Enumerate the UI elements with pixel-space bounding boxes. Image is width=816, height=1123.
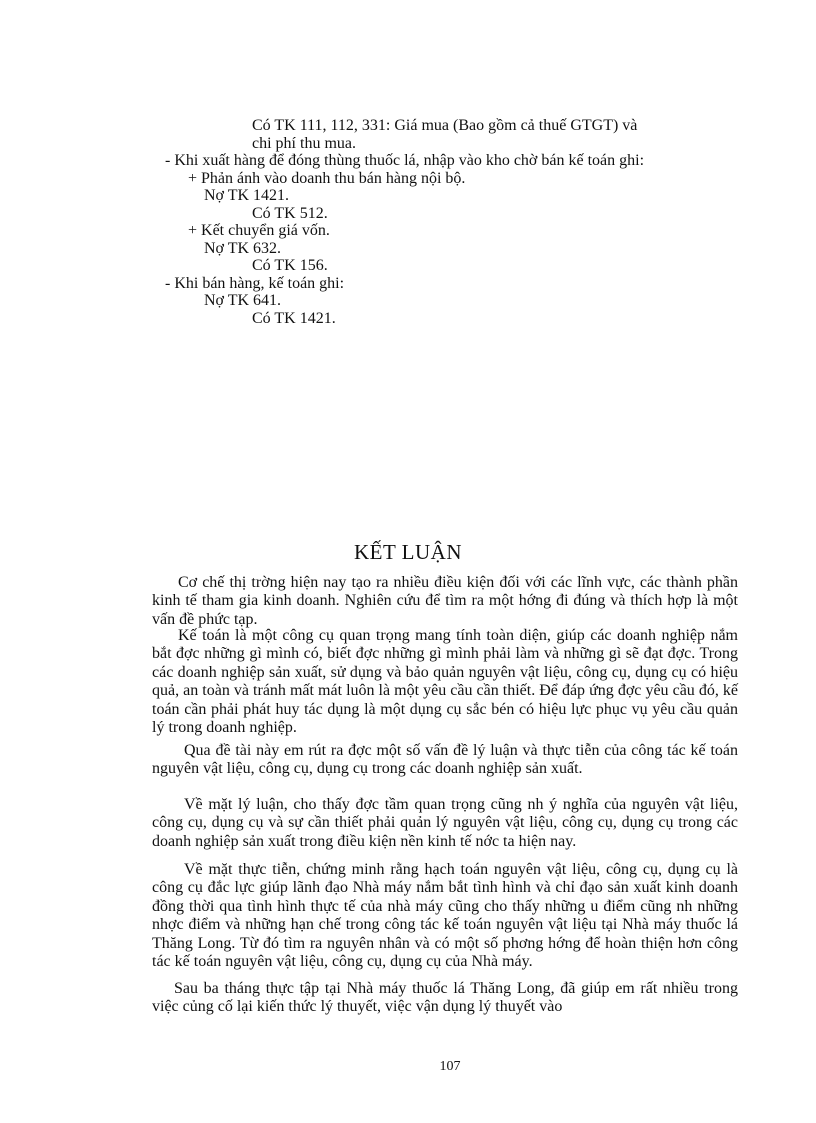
paragraph-3: Qua đề tài này em rút ra đợc một số vấn đề lý luận và thực tiễn của công tác kế toán nguyên vật liệu, công cụ, dụng cụ trong các doanh nghiệp sản xuất. (152, 742, 738, 778)
entry-line-12: Có TK 1421. (252, 310, 336, 327)
entry-line-7: + Kết chuyển giá vốn. (188, 222, 330, 239)
paragraph-2: Kế toán là một công cụ quan trọng mang tính toàn diện, giúp các doanh nghiệp nắm bắt đợc những gì mình có, biết đợc những gì mình phải làm và những gì sẽ đạt đợc. Trong các doanh nghiệp sản xuất, sử dụng và bảo quản nguyên vật liệu, công cụ, dụng cụ có hiệu quả, an toàn và tránh mất mát luôn là một yêu cầu cần thiết. Để đáp ứng đợc yêu cầu đó, kế toán cần phải phát huy tác dụng là một dụng cụ sắc bén có hiệu lực phục vụ yêu cầu quản lý trong doanh nghiệp. (152, 627, 738, 737)
paragraph-4: Về mặt lý luận, cho thấy đợc tầm quan trọng cũng nh ý nghĩa của nguyên vật liệu, công cụ, dụng cụ và sự cần thiết phải quản lý nguyên vật liệu, công cụ, dụng cụ trong các doanh nghiệp sản xuất trong điều kiện nền kinh tế nớc ta hiện nay. (152, 796, 738, 850)
entry-line-1: Có TK 111, 112, 331: Giá mua (Bao gồm cả thuế GTGT) và (252, 117, 638, 134)
entry-line-2: chi phí thu mua. (252, 135, 356, 152)
entry-line-8: Nợ TK 632. (204, 240, 282, 257)
entry-line-3: - Khi xuất hàng để đóng thùng thuốc lá, nhập vào kho chờ bán kế toán ghi: (165, 152, 645, 169)
entry-line-5: Nợ TK 1421. (204, 187, 290, 204)
paragraph-1: Cơ chế thị trờng hiện nay tạo ra nhiều điều kiện đối với các lĩnh vực, các thành phần kinh tế tham gia kinh doanh. Nghiên cứu để tìm ra một hớng đi đúng và thích hợp là một vấn đề phức tạp. (152, 574, 738, 628)
entry-line-4: + Phản ánh vào doanh thu bán hàng nội bộ. (188, 170, 466, 187)
entry-line-11: Nợ TK 641. (204, 292, 282, 309)
entry-line-6: Có TK 512. (252, 205, 328, 222)
conclusion-title: KẾT LUẬN (353, 540, 462, 564)
paragraph-6: Sau ba tháng thực tập tại Nhà máy thuốc lá Thăng Long, đã giúp em rất nhiều trong việc củng cố lại kiến thức lý thuyết, việc vận dụng lý thuyết vào (152, 980, 738, 1016)
paragraph-5: Về mặt thực tiễn, chứng minh rằng hạch toán nguyên vật liệu, công cụ, dụng cụ là công cụ đắc lực giúp lãnh đạo Nhà máy nắm bắt tình hình và chỉ đạo sản xuất kinh doanh đồng thời qua tình hình thực tế của nhà máy cũng cho thấy những u điểm cũng nh những nhợc điểm và những hạn chế trong công tác kế toán nguyên vật liệu tại Nhà máy thuốc lá Thăng Long. Từ đó tìm ra nguyên nhân và có một số phơng hớng để hoàn thiện hơn công tác kế toán nguyên vật liệu, công cụ, dụng cụ của Nhà máy. (152, 861, 738, 971)
page-number: 107 (439, 1059, 461, 1074)
entry-line-9: Có TK 156. (252, 257, 328, 274)
entry-line-10: - Khi bán hàng, kế toán ghi: (165, 275, 345, 292)
